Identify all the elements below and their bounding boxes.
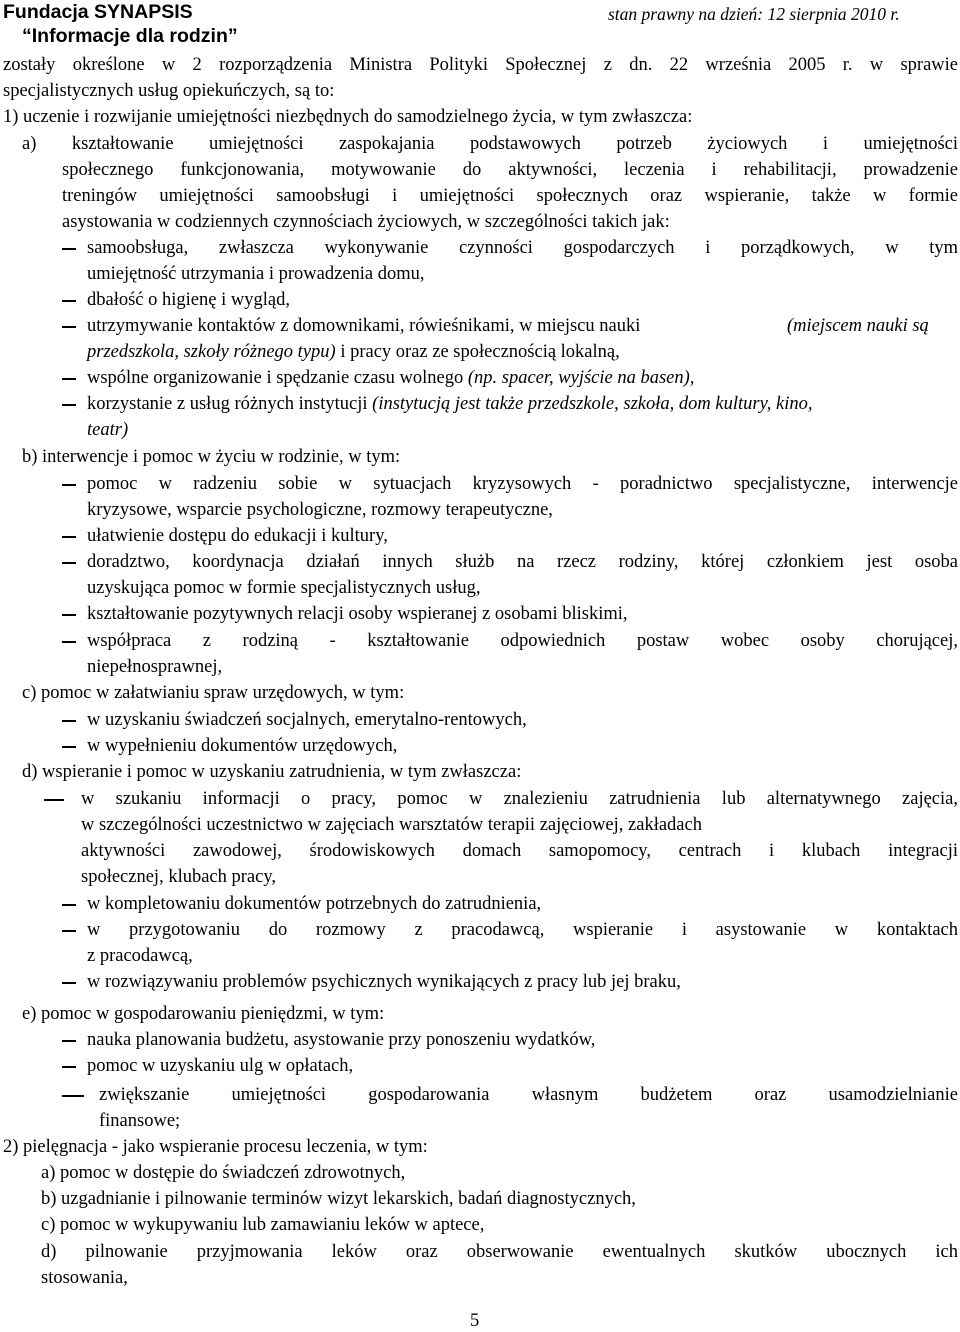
list-item: w kompletowaniu dokumentów potrzebnych do zatrudnienia, xyxy=(87,894,542,914)
dash-bullet xyxy=(62,404,76,406)
list-item: kształtowanie pozytywnych relacji osoby wspieranej z osobami bliskimi, xyxy=(87,604,628,624)
list-item: kryzysowe, wsparcie psychologiczne, rozmowy terapeutyczne, xyxy=(87,500,553,520)
dash-bullet xyxy=(44,799,64,801)
list-item: finansowe; xyxy=(99,1111,181,1131)
organization-name: Fundacja SYNAPSIS xyxy=(3,1,193,23)
dash-bullet xyxy=(62,484,76,486)
list-item: stosowania, xyxy=(41,1268,128,1288)
list-item: wspólne organizowanie i spędzanie czasu wolnego (np. spacer, wyjście na basen), xyxy=(87,368,695,388)
dash-bullet xyxy=(62,248,76,250)
item-a-line: treningów umiejętności samoobsługi i umiejętności społecznych oraz wspieranie, także w formie xyxy=(62,186,958,206)
list-item-note: (miejscem nauki są xyxy=(787,316,929,336)
item-e-heading: e) pomoc w gospodarowaniu pieniędzmi, w tym: xyxy=(22,1004,385,1024)
list-item: dbałość o higienę i wygląd, xyxy=(87,290,290,310)
intro-line: specjalistycznych usług opiekuńczych, są to: xyxy=(3,81,335,101)
list-item: d) pilnowanie przyjmowania leków oraz obserwowanie ewentualnych skutków ubocznych ich xyxy=(41,1242,958,1262)
list-item: zwiększanie umiejętności gospodarowania własnym budżetem oraz usamodzielnianie xyxy=(99,1085,958,1105)
list-item: nauka planowania budżetu, asystowanie przy ponoszeniu wydatków, xyxy=(87,1030,596,1050)
list-item: współpraca z rodziną - kształtowanie odpowiednich postaw wobec osoby chorującej, xyxy=(87,631,958,651)
list-item: w rozwiązywaniu problemów psychicznych wynikających z pracy lub jej braku, xyxy=(87,972,681,992)
list-item: niepełnosprawnej, xyxy=(87,657,223,677)
list-item: umiejętność utrzymania i prowadzenia domu, xyxy=(87,264,425,284)
dash-bullet xyxy=(62,378,76,380)
list-item: przedszkola, szkoły różnego typu) i pracy oraz ze społecznością lokalną, xyxy=(87,342,620,362)
item-d-heading: d) wspieranie i pomoc w uzyskaniu zatrudnienia, w tym zwłaszcza: xyxy=(22,762,522,782)
list-item: a) pomoc w dostępie do świadczeń zdrowotnych, xyxy=(41,1163,406,1183)
dash-bullet xyxy=(62,982,76,984)
list-item: w uzyskaniu świadczeń socjalnych, emerytalno-rentowych, xyxy=(87,710,527,730)
dash-bullet xyxy=(62,1095,84,1097)
list-item: samoobsługa, zwłaszcza wykonywanie czynności gospodarczych i porządkowych, w tym xyxy=(87,238,958,258)
item-a-line: asystowania w codziennych czynnościach życiowych, w szczególności takich jak: xyxy=(62,212,670,232)
dash-bullet xyxy=(62,326,76,328)
list-item: pomoc w uzyskaniu ulg w opłatach, xyxy=(87,1056,354,1076)
dash-bullet xyxy=(62,536,76,538)
list-item: utrzymywanie kontaktów z domownikami, rówieśnikami, w miejscu nauki xyxy=(87,316,641,336)
list-item: z pracodawcą, xyxy=(87,946,193,966)
list-item: b) uzgadnianie i pilnowanie terminów wizyt lekarskich, badań diagnostycznych, xyxy=(41,1189,636,1209)
list-item: w szczególności uczestnictwo w zajęciach warsztatów terapii zajęciowej, zakładach xyxy=(81,815,702,835)
list-item: c) pomoc w wykupywaniu lub zamawianiu leków w aptece, xyxy=(41,1215,485,1235)
item-b-heading: b) interwencje i pomoc w życiu w rodzinie, w tym: xyxy=(22,447,401,467)
point-1-heading: 1) uczenie i rozwijanie umiejętności niezbędnych do samodzielnego życia, w tym zwłaszcza: xyxy=(3,107,693,127)
list-item: korzystanie z usług różnych instytucji (instytucją jest także przedszkole, szkoła, dom kultury, kino, xyxy=(87,394,813,414)
dash-bullet xyxy=(62,746,76,748)
item-a-line: społecznego funkcjonowania, motywowanie do aktywności, leczenia i rehabilitacji, prowadzenie xyxy=(62,160,958,180)
list-item: uzyskująca pomoc w formie specjalistycznych usług, xyxy=(87,578,481,598)
dash-bullet xyxy=(62,300,76,302)
point-2-heading: 2) pielęgnacja - jako wspieranie procesu leczenia, w tym: xyxy=(3,1137,428,1157)
page-number: 5 xyxy=(470,1311,480,1331)
item-a-line: a) kształtowanie umiejętności zaspokajania podstawowych potrzeb życiowych i umiejętności xyxy=(22,134,958,154)
list-item: ułatwienie dostępu do edukacji i kultury, xyxy=(87,526,388,546)
dash-bullet xyxy=(62,641,76,643)
list-item: doradztwo, koordynacja działań innych służb na rzecz rodziny, której członkiem jest osoba xyxy=(87,552,958,572)
dash-bullet xyxy=(62,1040,76,1042)
list-item: aktywności zawodowej, środowiskowych domach samopomocy, centrach i klubach integracji xyxy=(81,841,958,861)
list-item: w przygotowaniu do rozmowy z pracodawcą, wspieranie i asystowanie w kontaktach xyxy=(87,920,958,940)
legal-state-date: stan prawny na dzień: 12 sierpnia 2010 r. xyxy=(608,4,900,24)
list-item: w szukaniu informacji o pracy, pomoc w znalezieniu zatrudnienia lub alternatywnego zajęcia, xyxy=(81,789,958,809)
dash-bullet xyxy=(62,614,76,616)
list-item: społecznej, klubach pracy, xyxy=(81,867,277,887)
list-item: pomoc w radzeniu sobie w sytuacjach kryzysowych - poradnictwo specjalistyczne, interwencje xyxy=(87,474,958,494)
dash-bullet xyxy=(62,904,76,906)
dash-bullet xyxy=(62,562,76,564)
section-title: “Informacje dla rodzin” xyxy=(22,25,238,47)
list-item: teatr) xyxy=(87,420,129,440)
intro-line: zostały określone w 2 rozporządzenia Ministra Polityki Społecznej z dn. 22 września 2005 r. w sprawie xyxy=(3,55,958,75)
dash-bullet xyxy=(62,930,76,932)
dash-bullet xyxy=(62,720,76,722)
dash-bullet xyxy=(62,1066,76,1068)
item-c-heading: c) pomoc w załatwianiu spraw urzędowych, w tym: xyxy=(22,683,405,703)
list-item: w wypełnieniu dokumentów urzędowych, xyxy=(87,736,398,756)
